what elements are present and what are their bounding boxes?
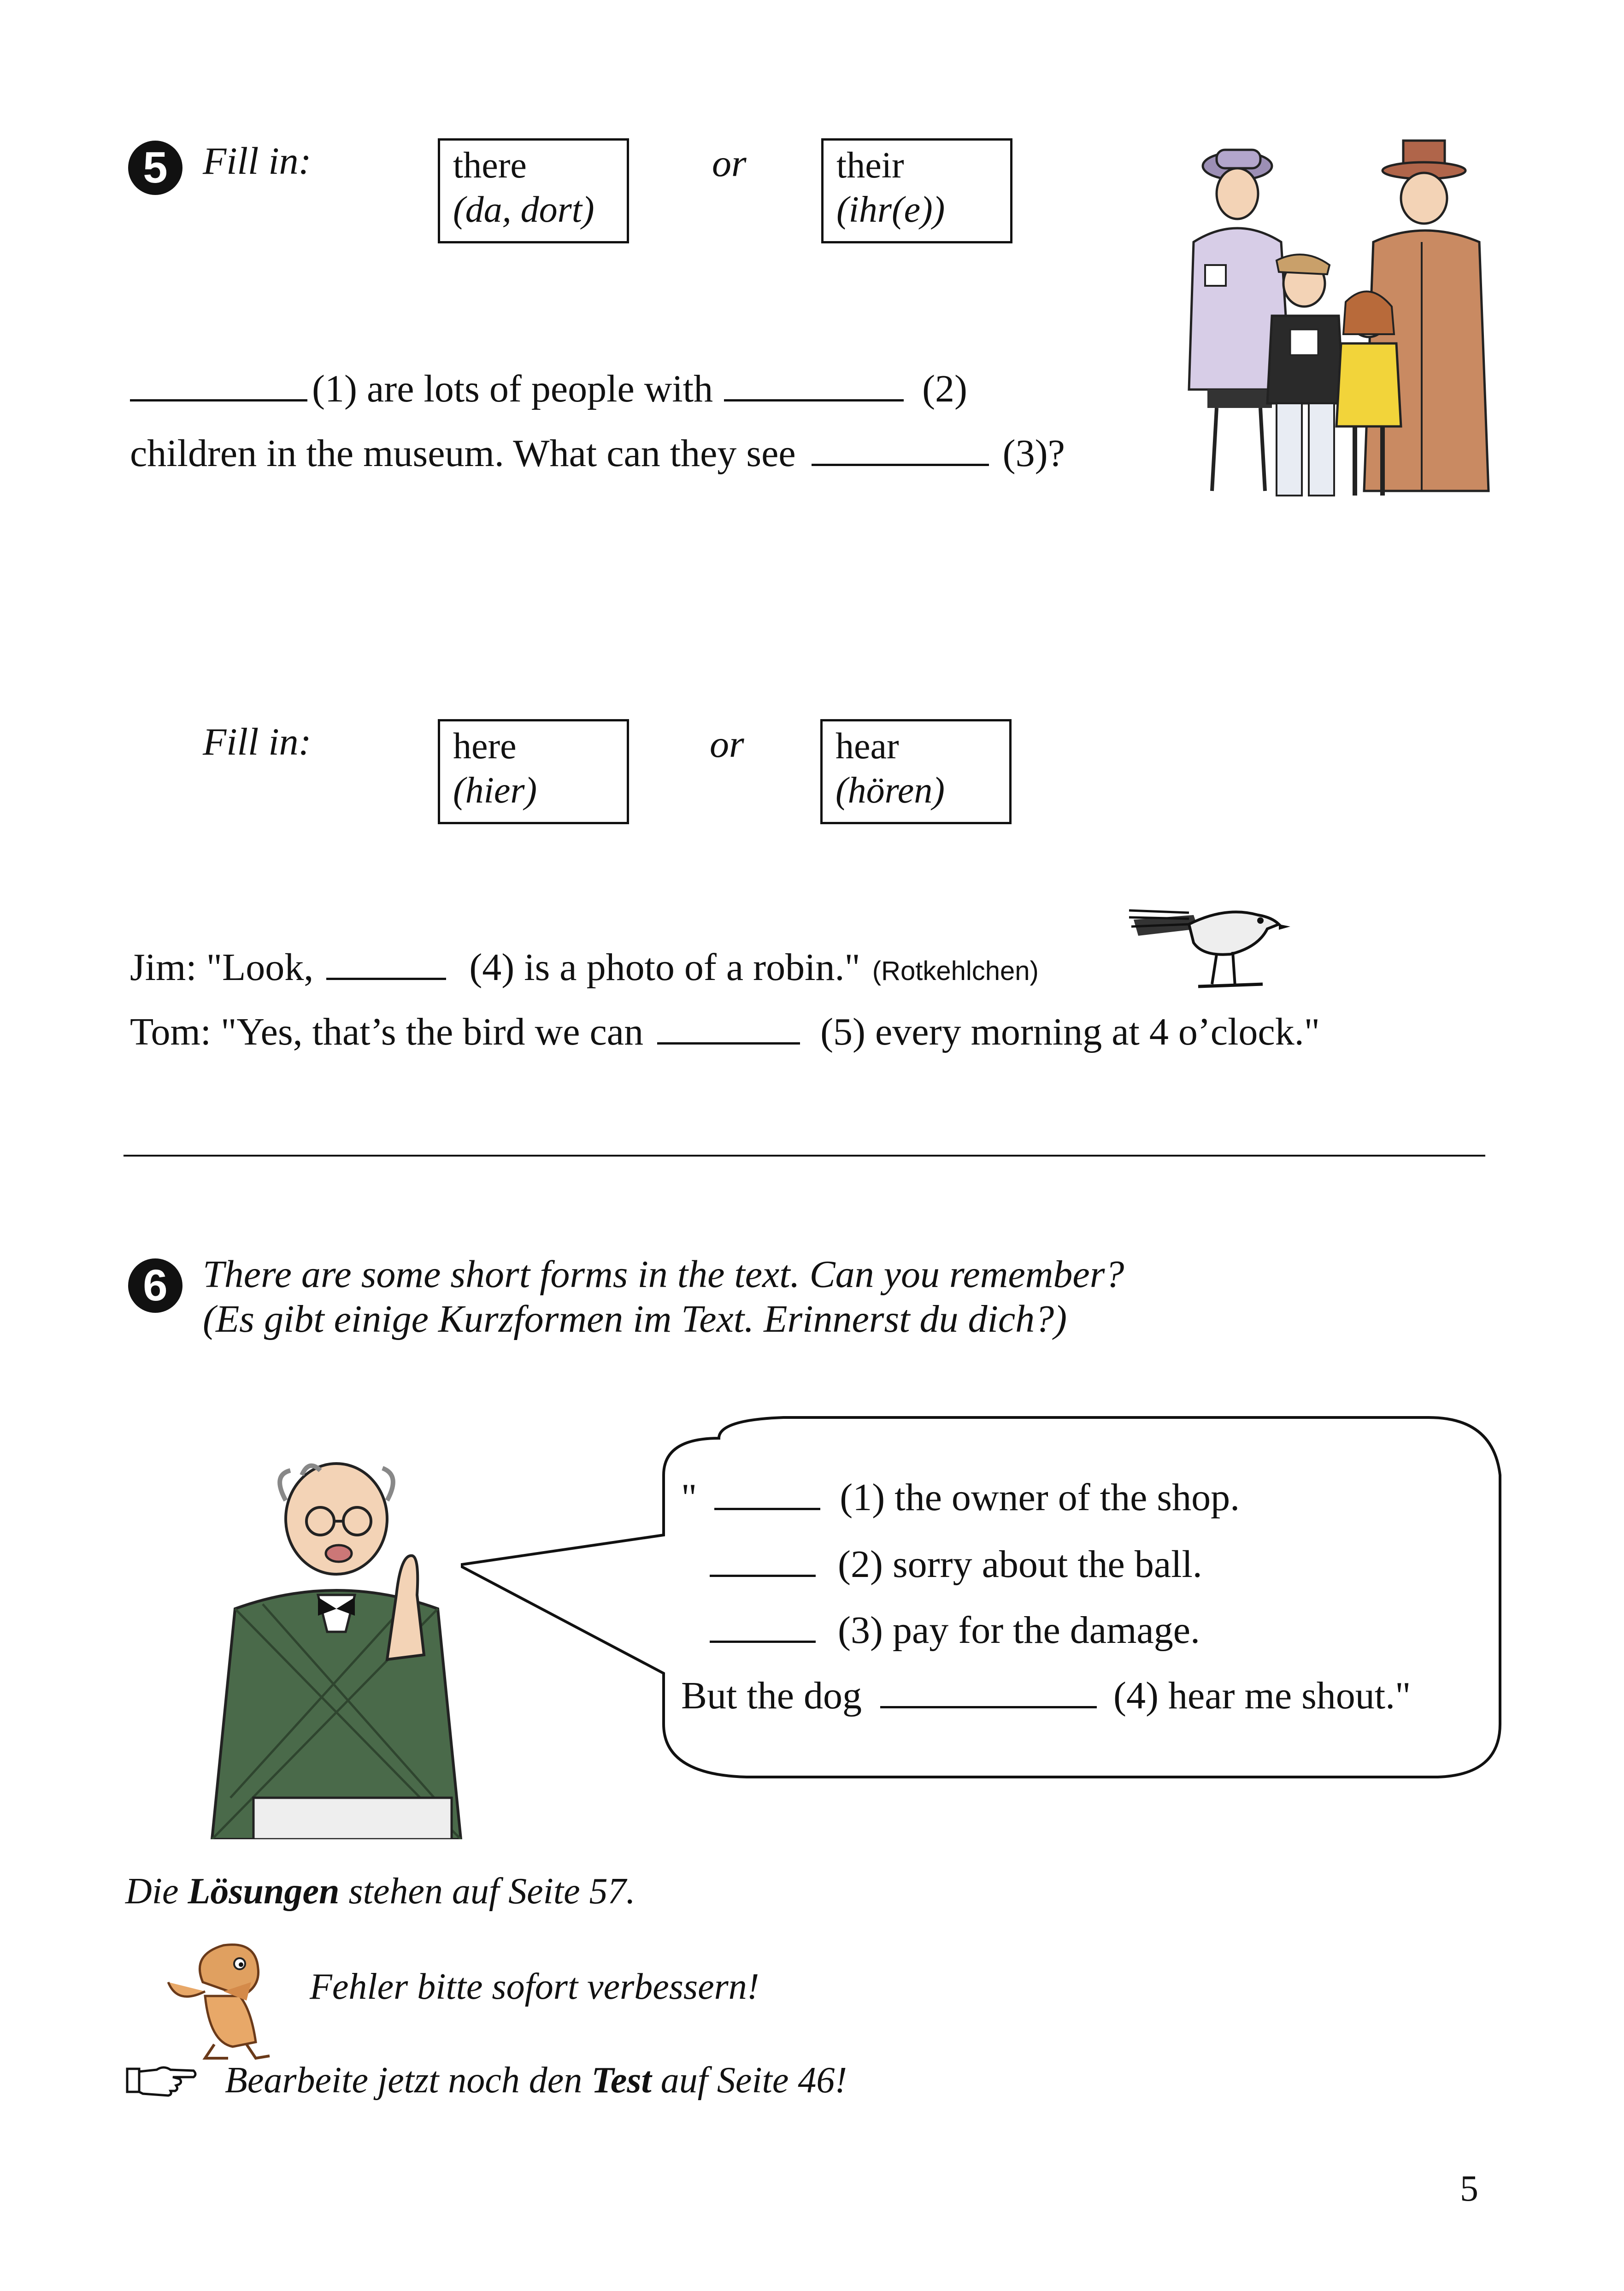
word-here: here <box>453 726 517 767</box>
exercise-6-instruction-de: (Es gibt einige Kurzformen im Text. Erinnerst du dich?) <box>203 1298 1067 1340</box>
word-hear: hear <box>836 726 899 767</box>
test-note: Bearbeite jetzt noch den Test auf Seite 46! <box>225 2060 847 2101</box>
speech-bubble <box>461 1411 1521 1789</box>
ex5-text-line-2: children in the museum. What can they see (3)? <box>130 432 1065 475</box>
bubble-line-3: (3) pay for the damage. <box>705 1608 1200 1653</box>
word-box-their <box>821 138 1012 243</box>
section-divider <box>124 1155 1485 1157</box>
blank-5[interactable] <box>657 1042 800 1045</box>
word-box-here <box>438 719 629 824</box>
ex5-text-line-1: (1) are lots of people with (2) <box>130 366 967 411</box>
dragon-mascot-illustration <box>159 1927 288 2061</box>
fix-mistakes-note: Fehler bitte sofort verbessern! <box>310 1966 759 2007</box>
family-illustration <box>1161 131 1493 514</box>
bubble-line-1: " (1) the owner of the shop. <box>681 1476 1240 1519</box>
gloss-there: (da, dort) <box>453 189 594 230</box>
bubble-blank-3[interactable] <box>710 1640 816 1643</box>
bubble-blank-1[interactable] <box>714 1507 820 1510</box>
bubble-blank-4[interactable] <box>880 1706 1097 1708</box>
bubble-line-4: But the dog (4) hear me shout." <box>681 1674 1411 1717</box>
exercise-5b-instruction: Fill in: <box>203 720 312 763</box>
exercise-6-instruction-en: There are some short forms in the text. Can you remember? <box>203 1253 1124 1296</box>
number-6-badge: 6 <box>128 1258 182 1313</box>
pointing-hand-icon <box>124 2061 198 2097</box>
robin-illustration <box>1124 892 1290 998</box>
gloss-hear: (hören) <box>836 770 945 811</box>
word-their: their <box>836 145 904 186</box>
word-box-there <box>438 138 629 243</box>
blank-2[interactable] <box>724 399 904 402</box>
gloss-their: (ihr(e)) <box>836 189 945 230</box>
blank-4[interactable] <box>326 977 446 980</box>
or-label-1: or <box>712 142 747 185</box>
word-there: there <box>453 145 527 186</box>
blank-3[interactable] <box>812 463 989 466</box>
number-5-badge: 5 <box>128 141 182 195</box>
tom-line: Tom: "Yes, that’s the bird we can (5) every morning at 4 o’clock." <box>130 1010 1320 1053</box>
page-number: 5 <box>1460 2168 1478 2209</box>
exercise-5-instruction: Fill in: <box>203 140 312 183</box>
solutions-note: Die Lösungen stehen auf Seite 57. <box>125 1871 635 1912</box>
or-label-2: or <box>710 723 744 766</box>
blank-1[interactable] <box>130 399 307 402</box>
word-box-hear <box>820 719 1012 824</box>
bubble-blank-2[interactable] <box>710 1574 816 1577</box>
gloss-here: (hier) <box>453 770 537 811</box>
rotkehlchen-note: (Rotkehlchen) <box>872 956 1039 986</box>
bubble-line-2: (2) sorry about the ball. <box>705 1542 1202 1587</box>
jim-line: Jim: "Look, (4) is a photo of a robin." (Rotkehlchen) <box>130 946 1039 989</box>
